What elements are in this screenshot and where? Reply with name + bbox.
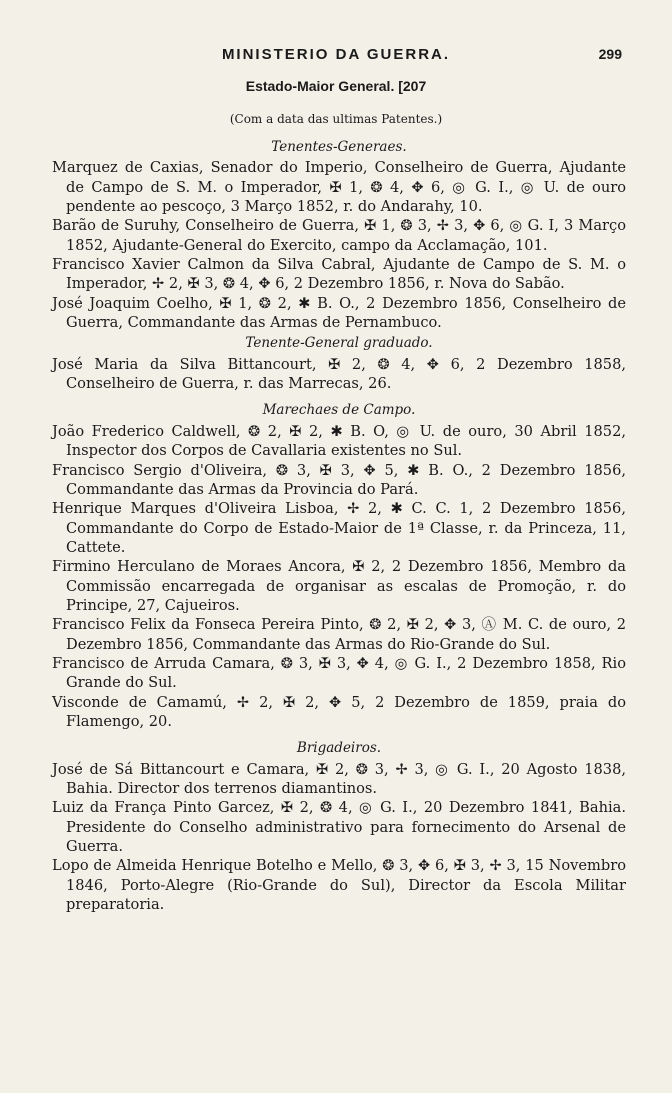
running-title: MINISTERIO DA GUERRA. [221,46,451,63]
list-entry: Francisco Felix da Fonseca Pereira Pinto, ❂ 2, ✠ 2, ✥ 3, Ⓐ M. C. de ouro, 2 Dezembro 1856, Commandante das Armas do Rio-Grande do Sul. [52,616,626,653]
list-entry: José Maria da Silva Bittancourt, ✠ 2, ❂ 4, ✥ 6, 2 Dezembro 1858, Conselheiro de Guerra, r. das Marrecas, 26. [52,355,626,393]
list-entry: Francisco Sergio d'Oliveira, ❂ 3, ✠ 3, ✥ 5, ✱ B. O., 2 Dezembro 1856, Commandante das Armas da Provincia do Pará. [52,461,626,498]
list-entry: Lopo de Almeida Henrique Botelho e Mello, ❂ 3, ✥ 6, ✠ 3, ✢ 3, 15 Novembro 1846, Porto-Alegre (Rio-Grande do Sul), Director da Escola Militar preparatoria. [52,857,626,914]
page-number: 299 [598,46,622,62]
list-entry: José Joaquim Coelho, ✠ 1, ❂ 2, ✱ B. O., 2 Dezembro 1856, Conselheiro de Guerra, Commandante das Armas de Pernambuco. [52,294,626,332]
page-body [52,136,626,914]
list-entry: Marquez de Caxias, Senador do Imperio, Conselheiro de Guerra, Ajudante de Campo de S. M. o Imperador, ✠ 1, ❂ 4, ✥ 6, ◎ G. I., ◎ U. de ouro pendente ao pescoço, 3 Março 1852, r. do Andarahy, 10. [52,159,626,216]
list-entry: João Frederico Caldwell, ❂ 2, ✠ 2, ✱ B. O, ◎ U. de ouro, 30 Abril 1852, Inspector dos Corpos de Cavallaria existentes no Sul. [52,422,626,460]
list-entry: Henrique Marques d'Oliveira Lisboa, ✢ 2, ✱ C. C. 1, 2 Dezembro 1856, Commandante do Corpo de Estado-Maior de 1ª Classe, r. da Princeza, 11, Cattete. [52,500,626,556]
section-heading: Tenentes-Generaes. [271,139,407,155]
list-entry: José de Sá Bittancourt e Camara, ✠ 2, ❂ 3, ✢ 3, ◎ G. I., 20 Agosto 1838, Bahia. Director dos terrenos diamantinos. [52,760,626,797]
list-entry: Francisco Xavier Calmon da Silva Cabral, Ajudante de Campo de S. M. o Imperador, ✢ 2, ✠ 3, ❂ 4, ✥ 6, 2 Dezembro 1856, r. Nova do Sabão. [52,256,626,293]
list-entry: Firmino Herculano de Moraes Ancora, ✠ 2, 2 Dezembro 1856, Membro da Commissão encarregada de organisar as escalas de Promoção, r. do Principe, 27, Cajueiros. [52,558,626,614]
list-entry: Visconde de Camamú, ✢ 2, ✠ 2, ✥ 5, 2 Dezembro de 1859, praia do Flamengo, 20. [52,693,626,730]
running-header [0,46,672,70]
list-entry: Barão de Suruhy, Conselheiro de Guerra, ✠ 1, ❂ 3, ✢ 3, ✥ 6, ◎ G. I, 3 Março 1852, Ajudante-General do Exercito, campo da Acclamação, 101. [52,217,626,254]
list-entry: Francisco de Arruda Camara, ❂ 3, ✠ 3, ✥ 4, ◎ G. I., 2 Dezembro 1858, Rio Grande do Sul. [52,654,626,692]
section-heading: Tenente-General graduado. [245,335,433,352]
section-subtitle: Estado-Maior General. [207 [245,78,427,94]
section-heading: Brigadeiros. [296,740,382,757]
list-entry: Luiz da França Pinto Garcez, ✠ 2, ❂ 4, ◎ G. I., 20 Dezembro 1841, Bahia. Presidente do Conselho administrativo para fornecimento do Arsenal de Guerra. [52,799,626,856]
section-heading: Marechaes de Campo. [262,402,416,419]
dates-note: (Com a data das ultimas Patentes.) [229,112,443,126]
